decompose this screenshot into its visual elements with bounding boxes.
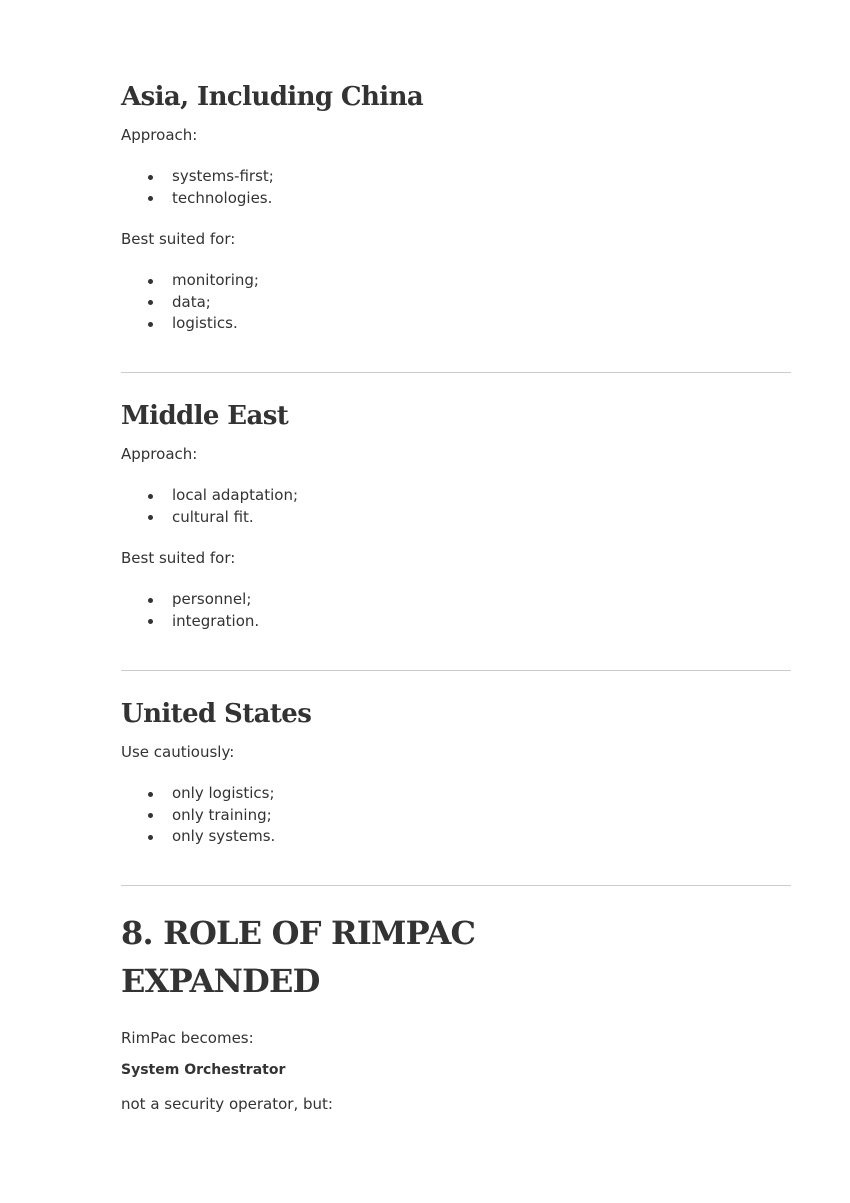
approach-list-asia [121, 166, 274, 209]
best-suited-list-middle-east [121, 589, 259, 632]
list-item: only systems. [121, 826, 275, 848]
best-suited-label-asia: Best suited for: [121, 230, 236, 248]
list-item: data; [121, 292, 259, 314]
section-divider [121, 670, 791, 671]
list-item: cultural fit. [121, 507, 298, 529]
best-suited-list-asia [121, 270, 259, 335]
list-item: logistics. [121, 313, 259, 335]
list-item: only logistics; [121, 783, 275, 805]
use-cautiously-label: Use cautiously: [121, 743, 235, 761]
system-orchestrator-label: System Orchestrator [121, 1062, 286, 1078]
approach-list-middle-east [121, 485, 298, 528]
not-security-operator-text: not a security operator, but: [121, 1095, 333, 1113]
use-cautiously-list [121, 783, 275, 848]
list-item: technologies. [121, 188, 274, 210]
section-heading-united-states: United States [121, 699, 312, 729]
list-item: only training; [121, 805, 275, 827]
chapter-heading-line1: 8. ROLE OF RIMPAC [121, 914, 476, 952]
list-item: systems-first; [121, 166, 274, 188]
approach-label-asia: Approach: [121, 126, 198, 144]
section-heading-asia: Asia, Including China [121, 82, 424, 112]
best-suited-label-middle-east: Best suited for: [121, 549, 236, 567]
list-item: monitoring; [121, 270, 259, 292]
rimpac-becomes-text: RimPac becomes: [121, 1029, 254, 1047]
chapter-heading-line2: EXPANDED [121, 962, 320, 1000]
section-divider [121, 372, 791, 373]
list-item: personnel; [121, 589, 259, 611]
list-item: local adaptation; [121, 485, 298, 507]
section-heading-middle-east: Middle East [121, 401, 289, 431]
list-item: integration. [121, 611, 259, 633]
section-divider [121, 885, 791, 886]
approach-label-middle-east: Approach: [121, 445, 198, 463]
